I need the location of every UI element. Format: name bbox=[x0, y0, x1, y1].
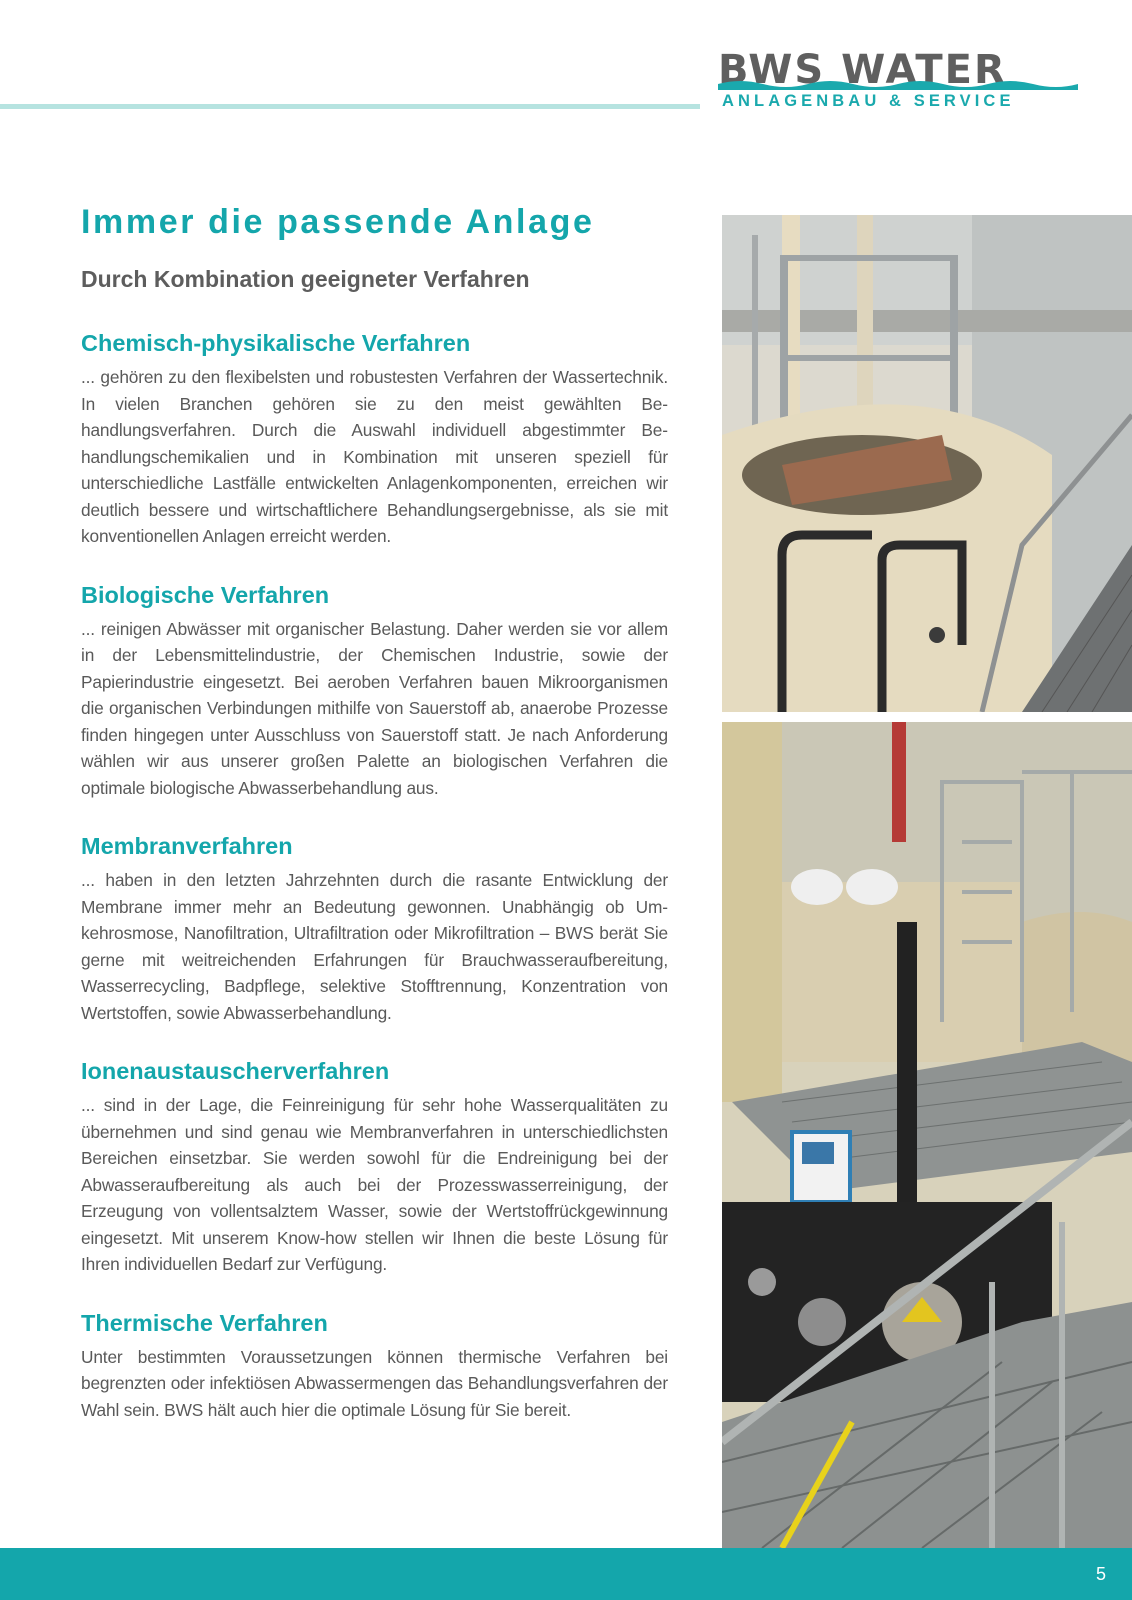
section-body: ... sind in der Lage, die Feinreinigung für sehr hohe Wasserqualitäten zu übernehmen und sind genau wie Membranverfahren in unterschiedlichsten Bereichen einsetzbar. Sie werden sowohl für die Endreinigung bei der Abwasseraufbereitung als auch bei der Prozesswasserreinigung, der Erzeugung von vollentsalztem Wasser, sowie der Wertstoffrückgewinnung eingesetzt. Mit unserem Know-how stellen wir Ihnen die beste Lösung für Ihren individuellen Bedarf zur Verfügung. bbox=[81, 1095, 668, 1274]
section-thermal bbox=[81, 1308, 668, 1424]
header-rule bbox=[0, 104, 700, 109]
main-content bbox=[81, 200, 668, 1423]
plant-photo-equipment bbox=[722, 722, 1132, 1548]
section-biological bbox=[81, 580, 668, 802]
section-body: ... gehören zu den flexibelsten und robustesten Verfahren der Wassertechnik. In vielen Branchen gehören sie zu den meist gewählten Behandlungsverfahren. Durch die Auswahl individuell abgestimmter Behandlungschemikalien und in Kombination mit unseren speziell für unterschiedliche Lastfälle entwickelten Anlagenkomponenten, erreichen wir deutlich bessere und wirtschaftlichere Behandlungsergebnisse, als sie mit konventionellen Anlagen erreicht werden. bbox=[81, 367, 668, 546]
section-body: ... haben in den letzten Jahrzehnten durch die rasante Entwicklung der Membrane immer mehr an Bedeutung gewonnen. Unabhängig ob Umkehrosmose, Nanofiltration, Ultrafiltration oder Mikrofiltration – BWS berät Sie gerne mit weitreichenden Erfahrungen für Brauchwasseraufbereitung, Wasserrecycling, Badpflege, selektive Stofftrennung, Konzentration von Wertstoffen, sowie Abwasserbehandlung. bbox=[81, 870, 668, 1023]
company-logo bbox=[718, 47, 1078, 112]
logo-wordmark: BWS WATER bbox=[718, 47, 1007, 93]
section-chemical-physical bbox=[81, 328, 668, 550]
section-membrane bbox=[81, 831, 668, 1026]
section-heading: Thermische Verfahren bbox=[81, 1309, 328, 1336]
logo-tagline: ANLAGENBAU & SERVICE bbox=[722, 92, 1015, 110]
section-heading: Membranverfahren bbox=[81, 833, 293, 859]
section-heading: Biologische Verfahren bbox=[81, 581, 330, 608]
section-heading: Ionenaustauscherverfahren bbox=[81, 1058, 390, 1084]
page-number: 5 bbox=[1095, 1564, 1106, 1584]
page-subtitle: Durch Kombination geeigneter Verfahren bbox=[81, 266, 530, 292]
section-body: Unter bestimmten Voraussetzungen können thermische Verfahren bei begrenzten oder infektiösen Abwassermengen das Behandlungsverfahren der Wahl sein. BWS hält auch hier die optimale Lösung für Sie bereit. bbox=[81, 1346, 668, 1420]
page-footer bbox=[0, 1548, 1132, 1600]
page-title: Immer die passende Anlage bbox=[81, 203, 595, 241]
plant-photo-tanks bbox=[722, 215, 1132, 712]
section-body: ... reinigen Abwässer mit organischer Belastung. Daher werden sie vor allem in der Lebensmittelindustrie, der Chemischen Industrie, sowie der Papierindustrie eingesetzt. Bei aeroben Verfahren bauen Mikroorganismen die organischen Verbindungen mithilfe von Sauerstoff ab, anaerobe Prozesse finden hingegen unter Ausschluss von Sauerstoff statt. Je nach Anforderung wählen wir aus unserer großen Palette an biologischen Verfahren die optimale biologische Abwasserbehandlung aus. bbox=[81, 618, 668, 798]
logo-wave-icon bbox=[718, 78, 1078, 90]
section-heading: Chemisch-physikalische Verfahren bbox=[81, 330, 471, 356]
section-ion-exchange bbox=[81, 1056, 668, 1278]
